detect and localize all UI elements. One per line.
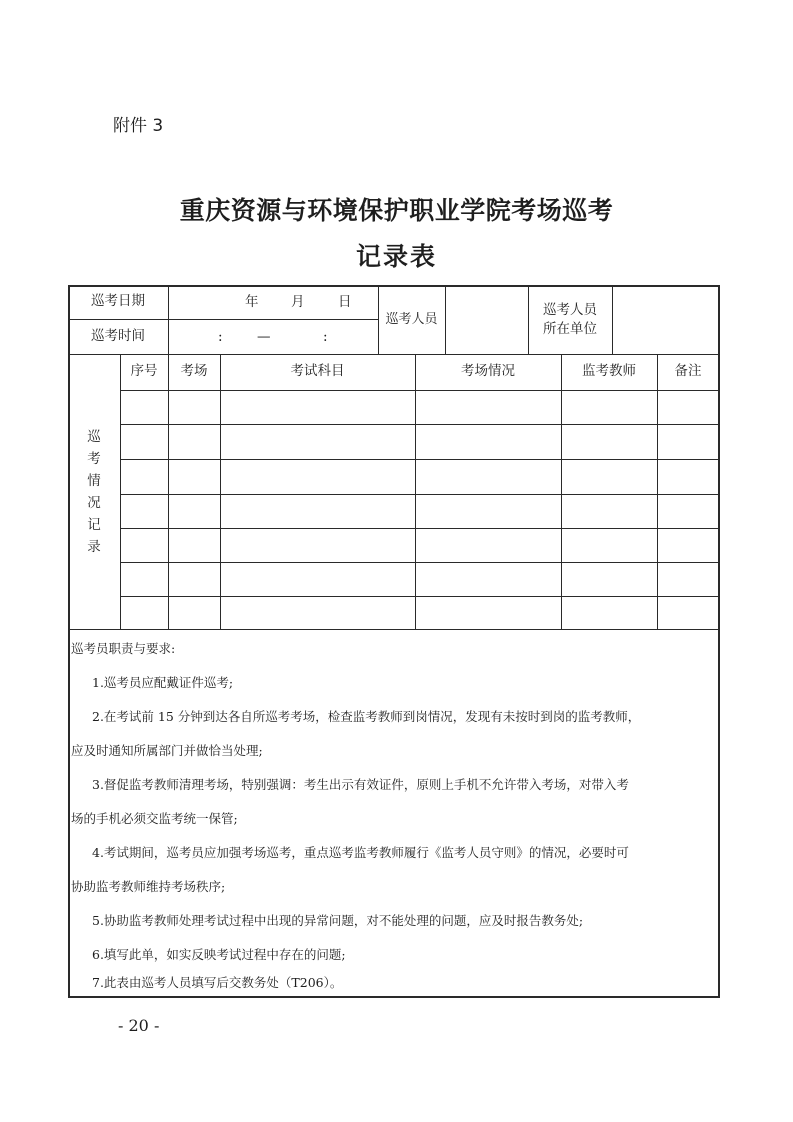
unit-label-line1: 巡考人员: [543, 301, 597, 318]
column-header-subject: 考试科目: [290, 363, 345, 380]
record-cell-number[interactable]: [121, 529, 168, 562]
divider: [68, 629, 720, 630]
requirement-line: 7.此表由巡考人员填写后交教务处（T206）。: [92, 975, 343, 990]
record-section-label: [68, 354, 120, 629]
record-cell-room-status[interactable]: [416, 391, 561, 424]
record-cell-proctor[interactable]: [562, 425, 657, 459]
section-label-char: 考: [87, 450, 101, 467]
requirement-line: 3.督促监考教师清理考场，特别强调：考生出示有效证件，原则上手机不允许带入考场，对带入考: [92, 777, 629, 792]
requirements-heading: 巡考员职责与要求:: [71, 641, 176, 656]
date-year-label: 年: [245, 294, 259, 310]
requirement-line: 2.在考试前 15 分钟到达各自所巡考考场，检查监考教师到岗情况，发现有未按时到岗的监考教师，: [92, 709, 641, 724]
section-label-char: 况: [87, 494, 101, 511]
record-cell-remarks[interactable]: [658, 597, 719, 629]
record-cell-remarks[interactable]: [658, 529, 719, 562]
date-field[interactable]: [168, 285, 378, 319]
record-cell-room[interactable]: [169, 391, 220, 424]
form-title: 重庆资源与环境保护职业学院考场巡考: [179, 196, 614, 225]
record-cell-room[interactable]: [169, 529, 220, 562]
date-day-label: 日: [338, 294, 352, 310]
record-cell-number[interactable]: [121, 597, 168, 629]
column-header-room-status: 考场情况: [461, 363, 515, 380]
record-cell-subject[interactable]: [221, 460, 415, 494]
record-cell-subject[interactable]: [221, 425, 415, 459]
form-subtitle: 记录表: [355, 242, 437, 271]
requirement-line: 应及时通知所属部门并做恰当处理;: [71, 743, 263, 758]
time-dash: —: [257, 329, 271, 345]
inspector-unit-label: [528, 285, 612, 354]
record-cell-room[interactable]: [169, 460, 220, 494]
inspector-unit-field[interactable]: [612, 285, 719, 354]
record-cell-number[interactable]: [121, 460, 168, 494]
record-cell-number[interactable]: [121, 425, 168, 459]
column-header-room: 考场: [180, 363, 208, 380]
record-cell-room-status[interactable]: [416, 597, 561, 629]
record-cell-proctor[interactable]: [562, 597, 657, 629]
page-number: - 20 -: [118, 1016, 160, 1035]
record-cell-room-status[interactable]: [416, 563, 561, 596]
record-cell-room-status[interactable]: [416, 529, 561, 562]
record-cell-number[interactable]: [121, 563, 168, 596]
unit-label-line2: 所在单位: [543, 320, 597, 337]
section-label-char: 巡: [87, 428, 101, 445]
column-header-remarks: 备注: [674, 363, 702, 380]
inspector-field[interactable]: [445, 285, 528, 354]
record-cell-room[interactable]: [169, 597, 220, 629]
record-cell-proctor[interactable]: [562, 495, 657, 528]
record-cell-subject[interactable]: [221, 597, 415, 629]
record-cell-room[interactable]: [169, 425, 220, 459]
record-cell-subject[interactable]: [221, 391, 415, 424]
record-cell-remarks[interactable]: [658, 425, 719, 459]
time-label: 巡考时间: [91, 327, 145, 344]
inspector-label: 巡考人员: [385, 312, 438, 327]
attachment-label: 附件 3: [113, 116, 164, 136]
record-cell-subject[interactable]: [221, 563, 415, 596]
date-label: 巡考日期: [91, 293, 145, 310]
record-cell-subject[interactable]: [221, 529, 415, 562]
record-cell-remarks[interactable]: [658, 391, 719, 424]
section-label-char: 记: [87, 516, 101, 533]
record-cell-proctor[interactable]: [562, 529, 657, 562]
section-label-char: 录: [87, 538, 101, 555]
record-cell-remarks[interactable]: [658, 563, 719, 596]
record-cell-proctor[interactable]: [562, 460, 657, 494]
table-border-bottom: [68, 996, 720, 998]
record-cell-room[interactable]: [169, 563, 220, 596]
record-cell-remarks[interactable]: [658, 495, 719, 528]
record-cell-proctor[interactable]: [562, 391, 657, 424]
time-field[interactable]: [168, 319, 378, 354]
record-cell-proctor[interactable]: [562, 563, 657, 596]
record-cell-number[interactable]: [121, 495, 168, 528]
section-label-char: 情: [87, 472, 101, 489]
requirement-line: 5.协助监考教师处理考试过程中出现的异常问题，对不能处理的问题，应及时报告教务处;: [92, 913, 584, 928]
time-colon-start: :: [218, 329, 223, 345]
requirement-line: 场的手机必须交监考统一保管;: [71, 811, 238, 826]
requirement-line: 协助监考教师维持考场秩序;: [71, 879, 226, 894]
record-cell-number[interactable]: [121, 391, 168, 424]
record-cell-room-status[interactable]: [416, 425, 561, 459]
requirement-line: 1.巡考员应配戴证件巡考;: [92, 675, 234, 690]
requirement-line: 4.考试期间，巡考员应加强考场巡考，重点巡考监考教师履行《监考人员守则》的情况，必要时可: [92, 845, 629, 860]
requirement-line: 6.填写此单，如实反映考试过程中存在的问题;: [92, 947, 346, 962]
record-cell-room-status[interactable]: [416, 495, 561, 528]
time-colon-end: :: [323, 329, 328, 345]
column-header-proctor: 监考教师: [582, 363, 636, 380]
column-header-number: 序号: [130, 363, 158, 380]
record-cell-subject[interactable]: [221, 495, 415, 528]
date-month-label: 月: [291, 294, 305, 310]
record-cell-room-status[interactable]: [416, 460, 561, 494]
record-cell-room[interactable]: [169, 495, 220, 528]
record-cell-remarks[interactable]: [658, 460, 719, 494]
